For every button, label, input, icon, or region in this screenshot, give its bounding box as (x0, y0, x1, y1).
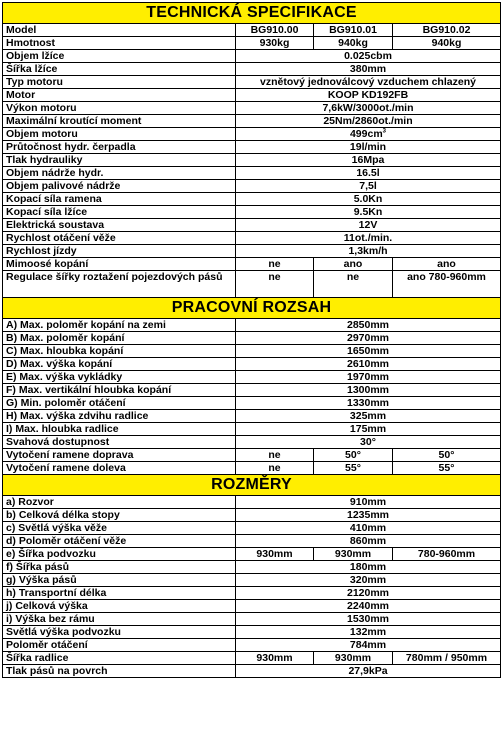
row-value: ano 780-960mm (393, 271, 501, 298)
section-title-dimensions-row (3, 475, 501, 496)
page-title: TECHNICKÁ SPECIFIKACE (3, 3, 501, 24)
row-label: Vytočení ramene doleva (3, 462, 236, 475)
spec-row (3, 219, 501, 232)
dimension-row (3, 665, 501, 678)
spec-row (3, 89, 501, 102)
spec-row (3, 193, 501, 206)
dimension-row (3, 587, 501, 600)
row-value: 11ot./min. (236, 232, 501, 245)
row-value: 860mm (236, 535, 501, 548)
dimension-row (3, 535, 501, 548)
row-value: 2240mm (236, 600, 501, 613)
row-value: 780mm / 950mm (393, 652, 501, 665)
spec-row (3, 63, 501, 76)
range-row (3, 462, 501, 475)
model-col-3: BG910.02 (393, 24, 501, 37)
spec-sheet (2, 2, 500, 678)
row-value: 0.025cbm (236, 50, 501, 63)
row-value: ne (314, 271, 393, 298)
row-value: ne (236, 462, 314, 475)
dimension-row (3, 600, 501, 613)
row-value: 930kg (236, 37, 314, 50)
row-value: 7,6kW/3000ot./min (236, 102, 501, 115)
row-label: j) Celková výška (3, 600, 236, 613)
range-row (3, 371, 501, 384)
row-label: Kopací síla lžíce (3, 206, 236, 219)
row-value: 930mm (236, 548, 314, 561)
spec-row (3, 271, 501, 298)
range-row (3, 332, 501, 345)
section-title-working-range-row (3, 298, 501, 319)
row-value: 930mm (314, 548, 393, 561)
row-value: 55° (393, 462, 501, 475)
row-value-text: 499cm (349, 128, 383, 140)
row-value: ne (236, 449, 314, 462)
row-label: Šířka radlice (3, 652, 236, 665)
row-value: 784mm (236, 639, 501, 652)
row-label: d) Poloměr otáčení věže (3, 535, 236, 548)
row-value: 1970mm (236, 371, 501, 384)
section-title-working-range: PRACOVNÍ ROZSAH (3, 298, 501, 319)
row-label: G) Min. poloměr otáčení (3, 397, 236, 410)
spec-row (3, 232, 501, 245)
row-value: 9.5Kn (236, 206, 501, 219)
row-value: 1,3km/h (236, 245, 501, 258)
row-value: vznětový jednoválcový vzduchem chlazený (236, 76, 501, 89)
row-label: Šířka lžíce (3, 63, 236, 76)
range-row (3, 345, 501, 358)
row-label: Tlak pásů na povrch (3, 665, 236, 678)
row-value (236, 128, 501, 141)
row-value: 930mm (314, 652, 393, 665)
row-value: KOOP KD192FB (236, 89, 501, 102)
row-value: 1530mm (236, 613, 501, 626)
spec-row (3, 37, 501, 50)
row-value: 1330mm (236, 397, 501, 410)
row-label: Tlak hydrauliky (3, 154, 236, 167)
dimension-row (3, 561, 501, 574)
spec-row (3, 206, 501, 219)
row-value: 55° (314, 462, 393, 475)
row-value: 1300mm (236, 384, 501, 397)
row-label: i) Výška bez rámu (3, 613, 236, 626)
spec-row (3, 245, 501, 258)
row-label: Elektrická soustava (3, 219, 236, 232)
row-label: Typ motoru (3, 76, 236, 89)
title-row (3, 3, 501, 24)
range-row (3, 319, 501, 332)
dimension-row (3, 613, 501, 626)
spec-row (3, 154, 501, 167)
row-label: Kopací síla ramena (3, 193, 236, 206)
dimension-row (3, 548, 501, 561)
row-value: 132mm (236, 626, 501, 639)
row-label: Průtočnost hydr. čerpadla (3, 141, 236, 154)
row-value: 1650mm (236, 345, 501, 358)
row-label: H) Max. výška zdvihu radlice (3, 410, 236, 423)
dimension-row (3, 496, 501, 509)
row-value: 16Mpa (236, 154, 501, 167)
row-label: f) Šířka pásů (3, 561, 236, 574)
range-row (3, 397, 501, 410)
spec-row (3, 50, 501, 63)
row-value: 2120mm (236, 587, 501, 600)
row-label: Světlá výška podvozku (3, 626, 236, 639)
spec-row (3, 128, 501, 141)
spec-row (3, 167, 501, 180)
row-label: Objem lžíce (3, 50, 236, 63)
row-label: Poloměr otáčení (3, 639, 236, 652)
row-label: Rychlost otáčení věže (3, 232, 236, 245)
row-value: 410mm (236, 522, 501, 535)
range-row (3, 449, 501, 462)
row-value: 940kg (314, 37, 393, 50)
row-value: 25Nm/2860ot./min (236, 115, 501, 128)
model-col-2: BG910.01 (314, 24, 393, 37)
row-value: 910mm (236, 496, 501, 509)
row-label: E) Max. výška vykládky (3, 371, 236, 384)
row-value: 5.0Kn (236, 193, 501, 206)
dimension-row (3, 652, 501, 665)
row-label: C) Max. hloubka kopání (3, 345, 236, 358)
row-value: 50° (393, 449, 501, 462)
row-label: A) Max. poloměr kopání na zemi (3, 319, 236, 332)
row-label: Hmotnost (3, 37, 236, 50)
row-value: 1235mm (236, 509, 501, 522)
row-label: B) Max. poloměr kopání (3, 332, 236, 345)
dimension-row (3, 522, 501, 535)
spec-row (3, 76, 501, 89)
row-value: 2610mm (236, 358, 501, 371)
dimension-row (3, 574, 501, 587)
spec-table (2, 2, 501, 678)
row-label: Vytočení ramene doprava (3, 449, 236, 462)
spec-row (3, 180, 501, 193)
superscript: 3 (382, 128, 387, 135)
row-value: ne (236, 258, 314, 271)
row-label: g) Výška pásů (3, 574, 236, 587)
dimension-row (3, 626, 501, 639)
dimension-row (3, 639, 501, 652)
row-value: ano (393, 258, 501, 271)
row-value: 16.5l (236, 167, 501, 180)
spec-row (3, 115, 501, 128)
row-value: 940kg (393, 37, 501, 50)
row-label: h) Transportní délka (3, 587, 236, 600)
row-value: 180mm (236, 561, 501, 574)
row-label: c) Světlá výška věže (3, 522, 236, 535)
row-label: F) Max. vertikální hloubka kopání (3, 384, 236, 397)
row-label: Motor (3, 89, 236, 102)
row-label: b) Celková délka stopy (3, 509, 236, 522)
row-label: Maximální kroutící moment (3, 115, 236, 128)
range-row (3, 423, 501, 436)
row-value: 780-960mm (393, 548, 501, 561)
row-label: I) Max. hloubka radlice (3, 423, 236, 436)
row-value: 325mm (236, 410, 501, 423)
row-label: e) Šířka podvozku (3, 548, 236, 561)
spec-row (3, 141, 501, 154)
model-col-1: BG910.00 (236, 24, 314, 37)
model-header-label: Model (3, 24, 236, 37)
row-value: 380mm (236, 63, 501, 76)
row-value: 175mm (236, 423, 501, 436)
row-label: Regulace šířky roztažení pojezdových pásů (3, 271, 236, 298)
range-row (3, 358, 501, 371)
range-row (3, 436, 501, 449)
row-value: ano (314, 258, 393, 271)
row-value: 7,5l (236, 180, 501, 193)
spec-row (3, 102, 501, 115)
row-value: 12V (236, 219, 501, 232)
row-value: 930mm (236, 652, 314, 665)
row-value: ne (236, 271, 314, 298)
range-row (3, 410, 501, 423)
row-label: Mimoosé kopání (3, 258, 236, 271)
dimension-row (3, 509, 501, 522)
row-label: Objem motoru (3, 128, 236, 141)
row-label: Objem palivové nádrže (3, 180, 236, 193)
spec-row (3, 258, 501, 271)
range-row (3, 384, 501, 397)
row-label: Svahová dostupnost (3, 436, 236, 449)
row-label: Výkon motoru (3, 102, 236, 115)
row-value: 30° (236, 436, 501, 449)
row-value: 27,9kPa (236, 665, 501, 678)
row-label: D) Max. výška kopání (3, 358, 236, 371)
section-title-dimensions: ROZMĚRY (3, 475, 501, 496)
row-label: a) Rozvor (3, 496, 236, 509)
row-value: 50° (314, 449, 393, 462)
row-value: 320mm (236, 574, 501, 587)
model-header-row (3, 24, 501, 37)
row-label: Objem nádrže hydr. (3, 167, 236, 180)
row-value: 19l/min (236, 141, 501, 154)
row-label: Rychlost jízdy (3, 245, 236, 258)
row-value: 2970mm (236, 332, 501, 345)
row-value: 2850mm (236, 319, 501, 332)
